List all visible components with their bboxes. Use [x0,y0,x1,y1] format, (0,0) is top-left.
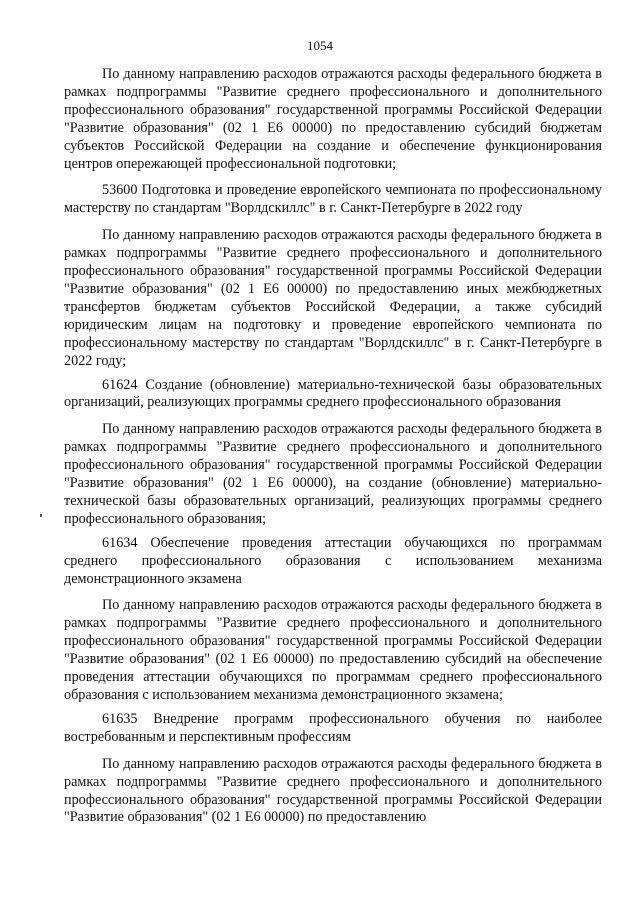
expense-code-53600: 53600 Подготовка и проведение европейского чемпионата по профессиональному мастерству по стандартам "Ворлдскиллс" в г. Санкт-Петербурге в 2022 году [64,182,602,217]
paragraph-centers-description: По данному направлению расходов отражаются расходы федерального бюджета в рамках подпрограммы "Развитие среднего профессионального и дополнительного профессионального образования" государственной программы Российской Федерации "Развитие образования" (02 1 E6 00000) по предоставлению субсидий бюджетам субъектов Российской Федерации на создание и обеспечение функционирования центров опережающей профессиональной подготовки; [64,66,602,172]
expense-code-61635: 61635 Внедрение программ профессионального обучения по наиболее востребованным и перспективным профессиям [64,710,602,745]
page-number: 1054 [307,38,333,53]
expense-code-61624: 61624 Создание (обновление) материально-технической базы образовательных организаций, реализующих программы среднего профессионального образования [64,376,602,411]
paragraph-61624-description: По данному направлению расходов отражаются расходы федерального бюджета в рамках подпрограммы "Развитие среднего профессионального и дополнительного профессионального образования" государственной программы Российской Федерации "Развитие образования" (02 1 E6 00000), на создание (обновление) материально-технической базы образовательных организаций, реализующих программы среднего профессионального образования; [64,421,602,527]
scan-artifact-mark [40,514,42,517]
paragraph-61634-description: По данному направлению расходов отражаются расходы федерального бюджета в рамках подпрограммы "Развитие среднего профессионального и дополнительного профессионального образования" государственной программы Российской Федерации "Развитие образования" (02 1 E6 00000) по предоставлению субсидий на обеспечение проведения аттестации обучающихся по программам среднего профессионального образования с использованием механизма демонстрационного экзамена; [64,597,602,703]
expense-code-61634: 61634 Обеспечение проведения аттестации обучающихся по программам среднего профессионального образования с использованием механизма демонстрационного экзамена [64,534,602,587]
document-body [64,66,602,827]
paragraph-53600-description: По данному направлению расходов отражаются расходы федерального бюджета в рамках подпрограммы "Развитие среднего профессионального и дополнительного профессионального образования" государственной программы Российской Федерации "Развитие образования" (02 1 E6 00000) по предоставлению иных межбюджетных трансфертов бюджетам субъектов Российской Федерации, а также субсидий юридическим лицам на подготовку и проведение европейского чемпионата по профессиональному мастерству по стандартам "Ворлдскиллс" в г. Санкт-Петербурге в 2022 году; [64,227,602,369]
paragraph-61635-description: По данному направлению расходов отражаются расходы федерального бюджета в рамках подпрограммы "Развитие среднего профессионального и дополнительного профессионального образования" государственной программы Российской Федерации "Развитие образования" (02 1 E6 00000) по предоставлению [64,755,602,826]
